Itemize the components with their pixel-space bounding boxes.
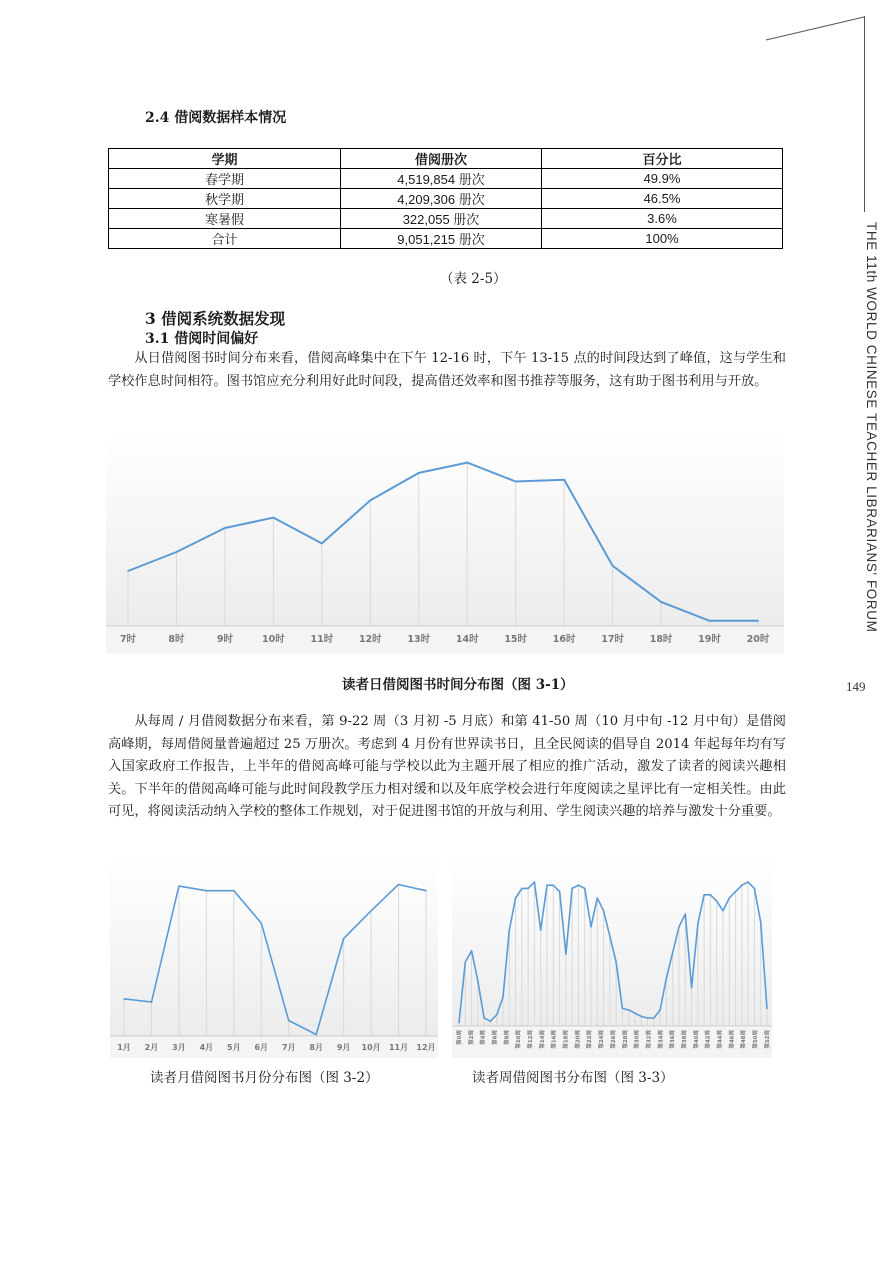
data-point (615, 961, 617, 963)
forum-title-vertical: THE 11th WORLD CHINESE TEACHER LIBRARIANS' FORUM (864, 222, 879, 633)
data-point (527, 888, 529, 890)
x-tick-label: 第46周 (729, 1030, 736, 1049)
x-tick-label: 13时 (407, 634, 431, 645)
data-point (418, 472, 420, 474)
x-tick-label: 第26周 (610, 1030, 617, 1049)
x-tick-label: 8月 (309, 1043, 323, 1052)
x-tick-label: 6月 (254, 1043, 269, 1052)
x-tick-label: 7月 (281, 1043, 296, 1052)
data-point (578, 884, 580, 886)
data-point (666, 977, 668, 979)
data-point (471, 950, 473, 952)
x-tick-label: 第20周 (575, 1030, 582, 1049)
data-point (502, 996, 504, 998)
x-tick-label: 第38周 (682, 1030, 689, 1049)
table-caption: （表 2-5） (440, 271, 507, 287)
x-tick-label: 第36周 (670, 1030, 677, 1049)
x-tick-label: 18时 (649, 634, 673, 645)
x-tick-label: 11时 (310, 634, 334, 645)
data-point (224, 527, 226, 529)
data-point (709, 620, 711, 622)
data-point (464, 961, 466, 963)
data-point (596, 897, 598, 899)
x-tick-label: 14时 (455, 634, 479, 645)
x-tick-label: 第2周 (468, 1030, 475, 1045)
data-point (735, 891, 737, 893)
x-tick-label: 第44周 (717, 1030, 724, 1049)
x-tick-label: 2月 (144, 1043, 159, 1052)
table-header-row (109, 149, 783, 169)
paragraph-weekly-monthly: 从每周 / 月借阅数据分布来看，第 9-22 周（3 月初 -5 月底）和第 41-50 周（10 月中旬 -12 月中旬）是借阅高峰期，每周借阅量普遍超过 25 万册次。考虑到 4 月份有世界读书日，且全民阅读的倡导自 2014 年起每年均有写入国家政府工作报告，上半年的借阅高峰可能与学校以此为主题开展了相应的推广活动，激发了读者的阅读兴趣相关。下半年的借阅高峰可能与此时间段教学压力相对缓和以及年底学校会进行年度阅读之星评比有一定相关性。由此可见，将阅读活动纳入学校的整体工作规划，对于促进图书馆的开放与利用、学生阅读兴趣的培养与激发十分重要。 (108, 714, 786, 819)
x-tick-label: 8时 (168, 634, 185, 645)
data-point (559, 891, 561, 893)
data-point (565, 953, 567, 955)
x-tick-label: 第24周 (599, 1030, 606, 1049)
plot-background (106, 434, 784, 626)
figure-3-2-caption: 读者月借阅图书月份分布图（图 3-2） (150, 1070, 379, 1086)
table-cell: 4,519,854 册次 (341, 169, 542, 189)
table-cell: 100% (542, 229, 783, 249)
data-point (622, 1008, 624, 1010)
data-point (584, 888, 586, 890)
data-point (398, 884, 400, 886)
table-row (109, 189, 783, 209)
table-header: 借阅册次 (341, 149, 542, 169)
monthly-chart (110, 858, 438, 1058)
section-2-4-title: 2.4 借阅数据样本情况 (145, 110, 287, 126)
data-point (640, 1016, 642, 1018)
data-point (123, 998, 125, 1000)
data-point (612, 565, 614, 567)
table-row (109, 169, 783, 189)
data-point (233, 890, 235, 892)
data-point (634, 1012, 636, 1014)
x-tick-label: 第8周 (504, 1030, 511, 1045)
x-tick-label: 第50周 (753, 1030, 760, 1049)
data-point (458, 1022, 460, 1024)
x-tick-label: 17时 (601, 634, 624, 645)
x-tick-label: 20时 (746, 634, 770, 645)
table-cell: 春学期 (109, 169, 341, 189)
x-tick-label: 第12周 (528, 1030, 535, 1049)
table-cell: 322,055 册次 (341, 209, 542, 229)
table-cell: 49.9% (542, 169, 783, 189)
figure-3-3-caption: 读者周借阅图书分布图（图 3-3） (472, 1070, 674, 1086)
section-3-1-title: 3.1 借阅时间偏好 (145, 331, 259, 347)
x-tick-label: 4月 (199, 1043, 214, 1052)
table-header: 学期 (109, 149, 341, 169)
data-point (716, 900, 718, 902)
data-point (563, 479, 565, 481)
data-point (653, 1017, 655, 1019)
x-tick-label: 第34周 (658, 1030, 665, 1049)
data-point (728, 897, 730, 899)
x-tick-label: 第16周 (551, 1030, 558, 1049)
x-tick-label: 10时 (262, 634, 285, 645)
data-point (546, 884, 548, 886)
data-point (609, 936, 611, 938)
data-point (178, 885, 180, 887)
x-tick-label: 第14周 (539, 1030, 546, 1049)
x-axis-strip (106, 627, 784, 654)
x-tick-label: 第32周 (646, 1030, 653, 1049)
data-point (534, 881, 536, 883)
data-point (697, 923, 699, 925)
data-point (552, 884, 554, 886)
x-tick-label: 7时 (119, 634, 137, 645)
data-point (521, 888, 523, 890)
data-point (477, 980, 479, 982)
x-tick-label: 1月 (117, 1043, 131, 1052)
data-point (370, 910, 372, 912)
data-point (496, 1014, 498, 1016)
x-tick-label: 第30周 (634, 1030, 641, 1049)
figure-3-1-caption: 读者日借阅图书时间分布图（图 3-1） (342, 677, 574, 693)
x-tick-label: 5月 (227, 1043, 241, 1052)
table-row (109, 209, 783, 229)
data-point (176, 551, 178, 553)
data-point (321, 543, 323, 545)
page-number: 149 (846, 679, 866, 694)
data-point (515, 897, 517, 899)
data-point (288, 1020, 290, 1022)
data-point (760, 921, 762, 923)
data-point (691, 987, 693, 989)
data-point (703, 894, 705, 896)
table-cell: 9,051,215 册次 (341, 229, 542, 249)
daily-chart (106, 434, 784, 654)
x-tick-label: 10月 (361, 1043, 381, 1052)
data-point (710, 894, 712, 896)
data-point (628, 1009, 630, 1011)
data-point (273, 517, 275, 519)
x-tick-label: 第4周 (480, 1030, 487, 1045)
table-cell: 46.5% (542, 189, 783, 209)
table-cell: 3.6% (542, 209, 783, 229)
x-tick-label: 第48周 (741, 1030, 748, 1049)
x-tick-label: 19时 (698, 634, 721, 645)
data-point (741, 884, 743, 886)
data-point (315, 1034, 317, 1036)
plot-background (110, 858, 438, 1036)
data-point (660, 601, 662, 603)
data-point (678, 926, 680, 928)
data-point (260, 922, 262, 924)
x-tick-label: 11月 (388, 1043, 409, 1052)
corner-decoration-vertical (864, 16, 865, 212)
data-point (590, 926, 592, 928)
weekly-chart (452, 858, 772, 1058)
data-point (151, 1001, 153, 1003)
data-point (483, 1017, 485, 1019)
x-tick-label: 15时 (504, 634, 528, 645)
x-tick-label: 第6周 (492, 1030, 499, 1045)
table-cell: 4,209,306 册次 (341, 189, 542, 209)
x-tick-label: 12时 (358, 634, 382, 645)
data-point (659, 1009, 661, 1011)
data-point (747, 881, 749, 883)
table-header: 百分比 (542, 149, 783, 169)
x-tick-label: 第52周 (764, 1030, 771, 1049)
data-point (466, 462, 468, 464)
data-point (490, 1020, 492, 1022)
x-tick-label: 第42周 (705, 1030, 712, 1049)
x-tick-label: 第22周 (587, 1030, 594, 1049)
x-tick-label: 第28周 (622, 1030, 629, 1049)
x-tick-label: 12月 (416, 1043, 436, 1052)
x-tick-label: 9月 (336, 1043, 351, 1052)
data-point (508, 929, 510, 931)
corner-decoration-diagonal (760, 14, 870, 44)
x-tick-label: 3月 (172, 1043, 186, 1052)
x-tick-label: 第0周 (456, 1030, 463, 1045)
data-point (754, 888, 756, 890)
x-tick-label: 第18周 (563, 1030, 570, 1049)
data-point (206, 890, 208, 892)
data-point (127, 570, 129, 572)
paragraph-time-preference: 从日借阅图书时间分布来看，借阅高峰集中在下午 12-16 时，下午 13-15 点的时间段达到了峰值，这与学生和学校作息时间相符。图书馆应充分利用好此时间段，提高借还效率和图书推荐等服务，这有助于图书利用与开放。 (108, 351, 786, 389)
data-point (515, 481, 517, 483)
data-point (603, 910, 605, 912)
data-point (425, 890, 427, 892)
section-3-title: 3 借阅系统数据发现 (145, 309, 286, 328)
borrowing-sample-table (108, 148, 783, 249)
data-point (540, 929, 542, 931)
x-tick-label: 9时 (216, 634, 233, 645)
table-cell: 寒暑假 (109, 209, 341, 229)
x-tick-label: 第40周 (693, 1030, 700, 1049)
x-tick-label: 第10周 (516, 1030, 523, 1049)
table-cell: 合计 (109, 229, 341, 249)
data-point (647, 1017, 649, 1019)
data-point (757, 620, 759, 622)
table-row (109, 229, 783, 249)
data-point (722, 910, 724, 912)
table-cell: 秋学期 (109, 189, 341, 209)
data-point (672, 952, 674, 954)
x-tick-label: 16时 (552, 634, 576, 645)
data-point (370, 500, 372, 502)
data-point (343, 938, 345, 940)
data-point (571, 888, 573, 890)
data-point (766, 1008, 768, 1010)
data-point (684, 913, 686, 915)
